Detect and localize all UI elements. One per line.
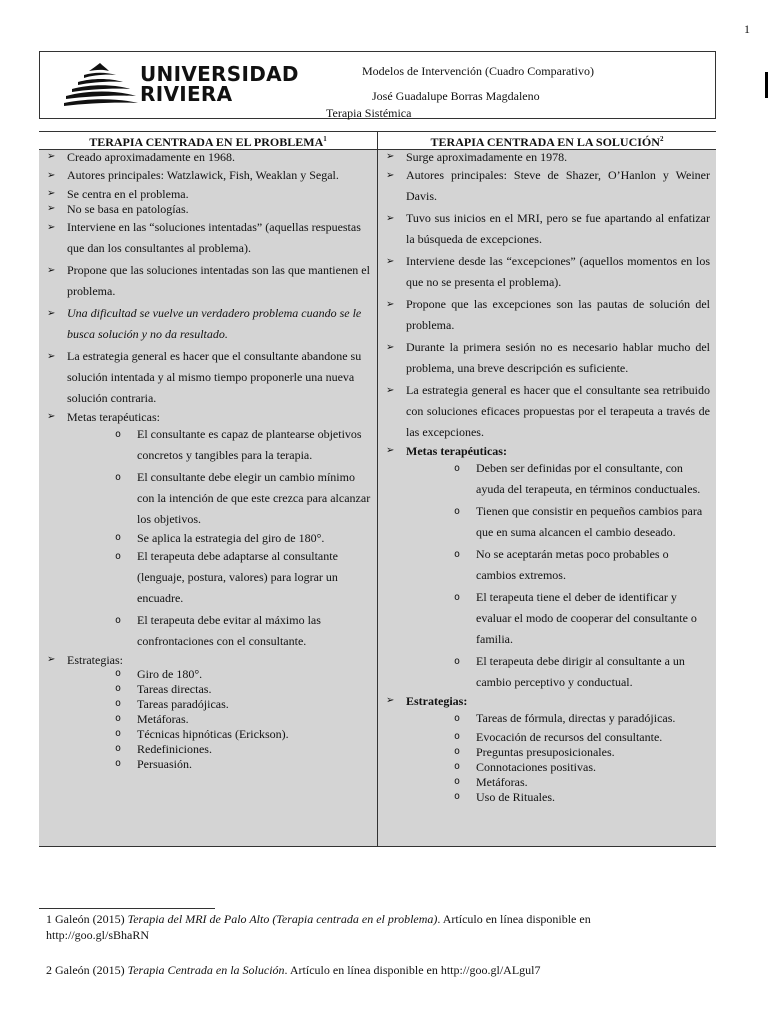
strategies-label: Estrategias: bbox=[67, 653, 123, 667]
document-title: Modelos de Intervención (Cuadro Comparativo) bbox=[362, 64, 594, 78]
strategy-item: o Uso de Rituales. bbox=[452, 790, 710, 804]
list-item: ➢ Durante la primera sesión no es necesario hablar mucho del problema, una breve descripción es suficiente. bbox=[384, 337, 710, 379]
goal-item: o Deben ser definidas por el consultante, con ayuda del terapeuta, en términos conductuales. bbox=[452, 458, 710, 500]
comparison-table bbox=[39, 131, 716, 847]
page-number: 1 bbox=[744, 22, 750, 36]
footnote-ref-1: 1 bbox=[323, 135, 327, 143]
goal-item: o No se aceptarán metas poco probables o cambios extremos. bbox=[452, 544, 710, 586]
footnote-1-link[interactable]: http://goo.gl/sBhaRN bbox=[46, 928, 150, 942]
footnote-separator bbox=[39, 908, 215, 909]
footnote-1-title: Terapia del MRI de Palo Alto (Terapia centrada en el problema) bbox=[127, 912, 438, 926]
list-item: ➢ Una dificultad se vuelve un verdadero problema cuando se le busca solución y no da resultado. bbox=[45, 303, 371, 345]
strategy-item: o Evocación de recursos del consultante. bbox=[452, 730, 710, 744]
list-item: ➢ La estrategia general es hacer que el consultante sea retribuido con soluciones eficaces propuestas por el terapeuta a través de las excepciones. bbox=[384, 380, 710, 443]
goals-section bbox=[45, 410, 371, 652]
document-header bbox=[39, 51, 716, 119]
solution-centered-column bbox=[378, 150, 717, 847]
strategy-item: o Connotaciones positivas. bbox=[452, 760, 710, 774]
goals-label: Metas terapéuticas: bbox=[67, 410, 160, 424]
list-item: ➢ Propone que las excepciones son las pautas de solución del problema. bbox=[384, 294, 710, 336]
list-item: ➢ Autores principales: Watzlawick, Fish, Weaklan y Segal. bbox=[45, 165, 371, 186]
list-item: ➢ Se centra en el problema. bbox=[45, 187, 371, 201]
footnote-1: 1 Galeón (2015) Terapia del MRI de Palo Alto (Terapia centrada en el problema). Artículo en línea disponible en http://goo.gl/sBhaRN bbox=[46, 912, 591, 942]
goal-item: o El consultante debe elegir un cambio mínimo con la intención de que este crezca para alcanzar los objetivos. bbox=[113, 467, 371, 530]
strategies-section bbox=[384, 694, 710, 804]
footnote-2: 2 Galeón (2015) Terapia Centrada en la Solución. Artículo en línea disponible en http://goo.gl/ALgul7 bbox=[46, 963, 541, 977]
footnote-2-link[interactable]: . Artículo en línea disponible en http://goo.gl/ALgul7 bbox=[284, 963, 541, 977]
goal-item: o El terapeuta debe evitar al máximo las confrontaciones con el consultante. bbox=[113, 610, 371, 652]
document-author: José Guadalupe Borras Magdaleno bbox=[372, 89, 540, 103]
strategy-item: o Tareas de fórmula, directas y paradójicas. bbox=[452, 708, 710, 729]
strategy-item: o Metáforas. bbox=[113, 712, 371, 726]
problem-centered-column bbox=[39, 150, 378, 847]
strategy-item: o Redefiniciones. bbox=[113, 742, 371, 756]
footnote-2-title: Terapia Centrada en la Solución bbox=[127, 963, 285, 977]
list-item: ➢ No se basa en patologías. bbox=[45, 202, 371, 216]
list-item: ➢ Interviene desde las “excepciones” (aquellos momentos en los que no se presenta el problema). bbox=[384, 251, 710, 293]
strategy-item: o Metáforas. bbox=[452, 775, 710, 789]
footnote-ref-2: 2 bbox=[659, 135, 664, 143]
goal-item: o El terapeuta debe dirigir al consultante a un cambio perceptivo y conductual. bbox=[452, 651, 710, 693]
list-item: ➢ Creado aproximadamente en 1968. bbox=[45, 150, 371, 164]
list-item: ➢ Tuvo sus inicios en el MRI, pero se fue apartando al enfatizar la búsqueda de excepciones. bbox=[384, 208, 710, 250]
goal-item: o El terapeuta debe adaptarse al consultante (lenguaje, postura, valores) para lograr un encuadre. bbox=[113, 546, 371, 609]
strategy-item: o Tareas paradójicas. bbox=[113, 697, 371, 711]
list-item: ➢ Interviene en las “soluciones intentadas” (aquellas respuestas que dan los consultantes al problema). bbox=[45, 217, 371, 259]
strategies-section bbox=[45, 653, 371, 771]
list-item: ➢ Surge aproximadamente en 1978. bbox=[384, 150, 710, 164]
university-logo bbox=[62, 61, 302, 111]
right-column-heading: TERAPIA CENTRADA EN LA SOLUCIÓN$^2$ bbox=[378, 132, 717, 150]
strategy-item: o Persuasión. bbox=[113, 757, 371, 771]
goal-item: o El consultante es capaz de plantearse objetivos concretos y tangibles para la terapia. bbox=[113, 424, 371, 466]
logo-line-2: RIVIERA bbox=[140, 82, 233, 106]
list-item: ➢ Autores principales: Steve de Shazer, O’Hanlon y Weiner Davis. bbox=[384, 165, 710, 207]
strategy-item: o Giro de 180°. bbox=[113, 667, 371, 681]
strategy-item: o Preguntas presuposicionales. bbox=[452, 745, 710, 759]
strategies-label: Estrategias: bbox=[406, 694, 468, 708]
goals-section bbox=[384, 444, 710, 693]
goals-label: Metas terapéuticas: bbox=[406, 444, 507, 458]
goal-item: o Se aplica la estrategia del giro de 180°. bbox=[113, 531, 371, 545]
logo-line-1: UNIVERSIDAD bbox=[140, 62, 299, 86]
strategy-item: o Técnicas hipnóticas (Erickson). bbox=[113, 727, 371, 741]
strategy-item: o Tareas directas. bbox=[113, 682, 371, 696]
left-column-heading: TERAPIA CENTRADA EN EL PROBLEMA$^1$ bbox=[39, 132, 378, 150]
pyramid-logo-icon bbox=[62, 61, 138, 111]
document-subtitle: Terapia Sistémica bbox=[326, 106, 412, 120]
goal-item: o El terapeuta tiene el deber de identificar y evaluar el modo de cooperar del consultante o familia. bbox=[452, 587, 710, 650]
list-item: ➢ Propone que las soluciones intentadas son las que mantienen el problema. bbox=[45, 260, 371, 302]
goal-item: o Tienen que consistir en pequeños cambios para que en suma alcancen el cambio deseado. bbox=[452, 501, 710, 543]
list-item: ➢ La estrategia general es hacer que el consultante abandone su solución intentada y al mismo tiempo proponerle una nueva solución contraria. bbox=[45, 346, 371, 409]
